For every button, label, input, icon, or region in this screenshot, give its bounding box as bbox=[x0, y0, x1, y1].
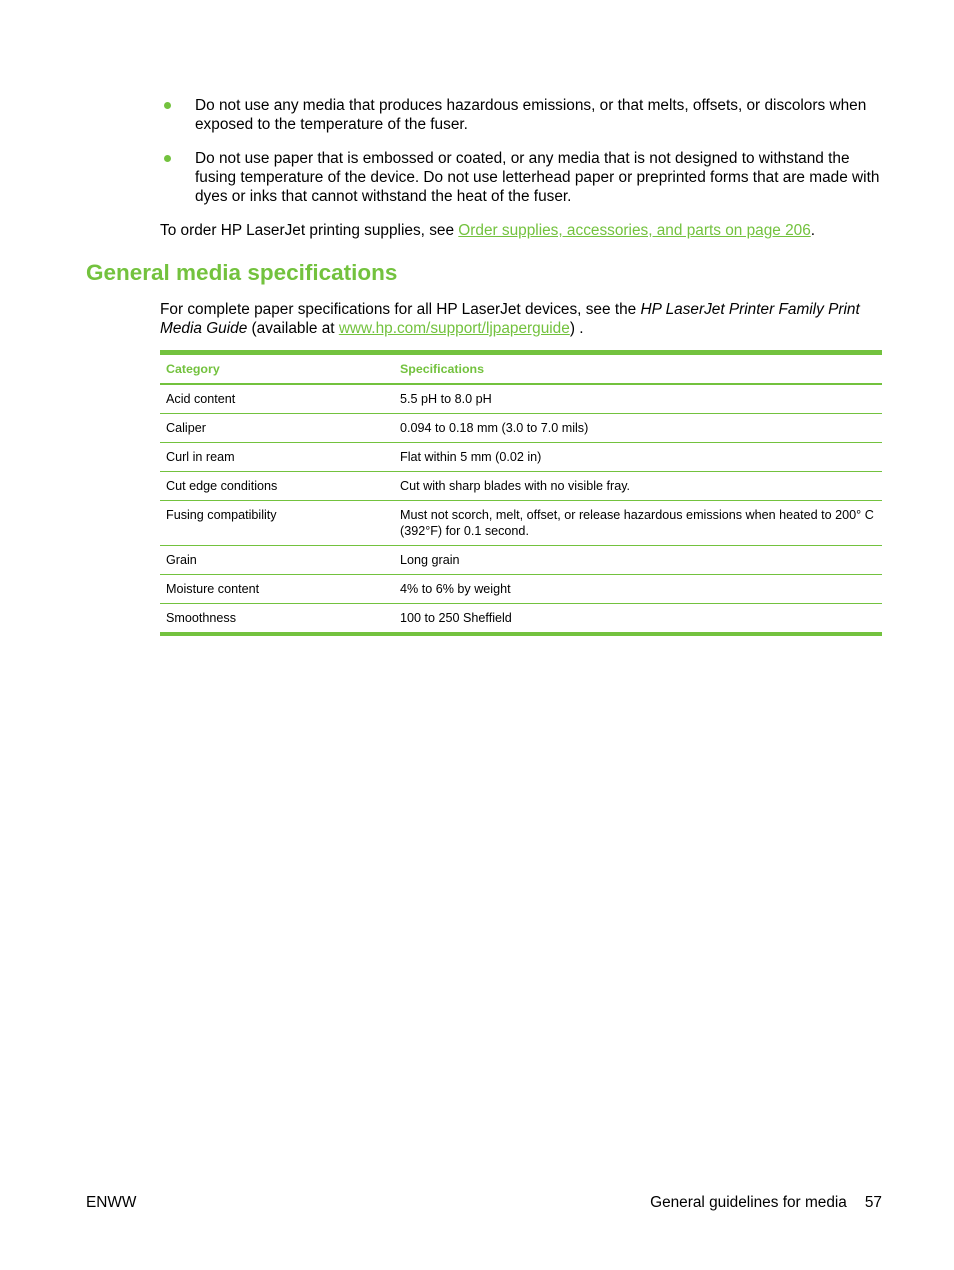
category-cell: Acid content bbox=[160, 384, 394, 414]
column-header-category: Category bbox=[160, 353, 394, 385]
spec-cell: Must not scorch, melt, offset, or release hazardous emissions when heated to 200° C (392°F) for 0.1 second. bbox=[394, 501, 882, 546]
table-row bbox=[160, 443, 882, 472]
intro-prefix: For complete paper specifications for all HP LaserJet devices, see the bbox=[160, 301, 641, 318]
bullet-text: Do not use any media that produces hazardous emissions, or that melts, offsets, or discolors when exposed to the temperature of the fuser. bbox=[195, 97, 867, 133]
table-row bbox=[160, 575, 882, 604]
footer-section-title: General guidelines for media bbox=[650, 1194, 847, 1211]
category-cell: Fusing compatibility bbox=[160, 501, 394, 546]
category-cell: Grain bbox=[160, 546, 394, 575]
spec-cell: Flat within 5 mm (0.02 in) bbox=[394, 443, 882, 472]
page-number: 57 bbox=[864, 1194, 882, 1211]
category-cell: Caliper bbox=[160, 414, 394, 443]
table-row bbox=[160, 414, 882, 443]
spec-cell: 100 to 250 Sheffield bbox=[400, 611, 512, 625]
spec-cell: 5.5 pH to 8.0 pH bbox=[394, 384, 882, 414]
bullet-icon bbox=[164, 102, 171, 109]
spec-cell: 0.094 to 0.18 mm (3.0 to 7.0 mils) bbox=[394, 414, 882, 443]
table-row bbox=[160, 546, 882, 575]
category-cell: Cut edge conditions bbox=[160, 472, 394, 501]
intro-paragraph bbox=[160, 300, 885, 338]
media-spec-table bbox=[160, 350, 882, 636]
bullet-icon bbox=[164, 155, 171, 162]
table-row bbox=[160, 384, 882, 414]
paperguide-link[interactable]: www.hp.com/support/ljpaperguide bbox=[338, 320, 570, 337]
footer-section bbox=[650, 1193, 882, 1212]
order-supplies-link[interactable]: Order supplies, accessories, and parts on page 206 bbox=[458, 222, 811, 239]
table-row bbox=[160, 604, 882, 635]
intro-middle: (available at bbox=[247, 320, 339, 337]
intro-suffix: ) . bbox=[569, 320, 584, 337]
spec-cell: Cut with sharp blades with no visible fray. bbox=[394, 472, 882, 501]
category-cell: Smoothness bbox=[166, 611, 237, 625]
bullet-text: Do not use paper that is embossed or coated, or any media that is not designed to withstand the fusing temperature of the device. Do not use letterhead paper or preprinted forms that are made with dyes or inks that cannot withstand the heat of the fuser. bbox=[195, 150, 880, 205]
table-row bbox=[160, 501, 882, 546]
order-supplies-paragraph bbox=[160, 221, 815, 240]
table-row bbox=[160, 472, 882, 501]
order-suffix: . bbox=[810, 222, 816, 239]
media-guide-title: HP LaserJet Printer Family Print Media Guide bbox=[160, 301, 860, 337]
section-heading: General media specifications bbox=[86, 260, 398, 285]
order-prefix: To order HP LaserJet printing supplies, see bbox=[160, 222, 459, 239]
list-item bbox=[160, 149, 885, 206]
category-cell: Curl in ream bbox=[160, 443, 394, 472]
table-header-row bbox=[160, 353, 882, 385]
spec-cell: 4% to 6% by weight bbox=[394, 575, 882, 604]
footer-label: ENWW bbox=[86, 1194, 137, 1211]
category-cell: Moisture content bbox=[160, 575, 394, 604]
list-item bbox=[160, 96, 885, 134]
bullet-list bbox=[160, 96, 885, 221]
spec-cell: Long grain bbox=[394, 546, 882, 575]
column-header-specifications: Specifications bbox=[394, 353, 882, 385]
